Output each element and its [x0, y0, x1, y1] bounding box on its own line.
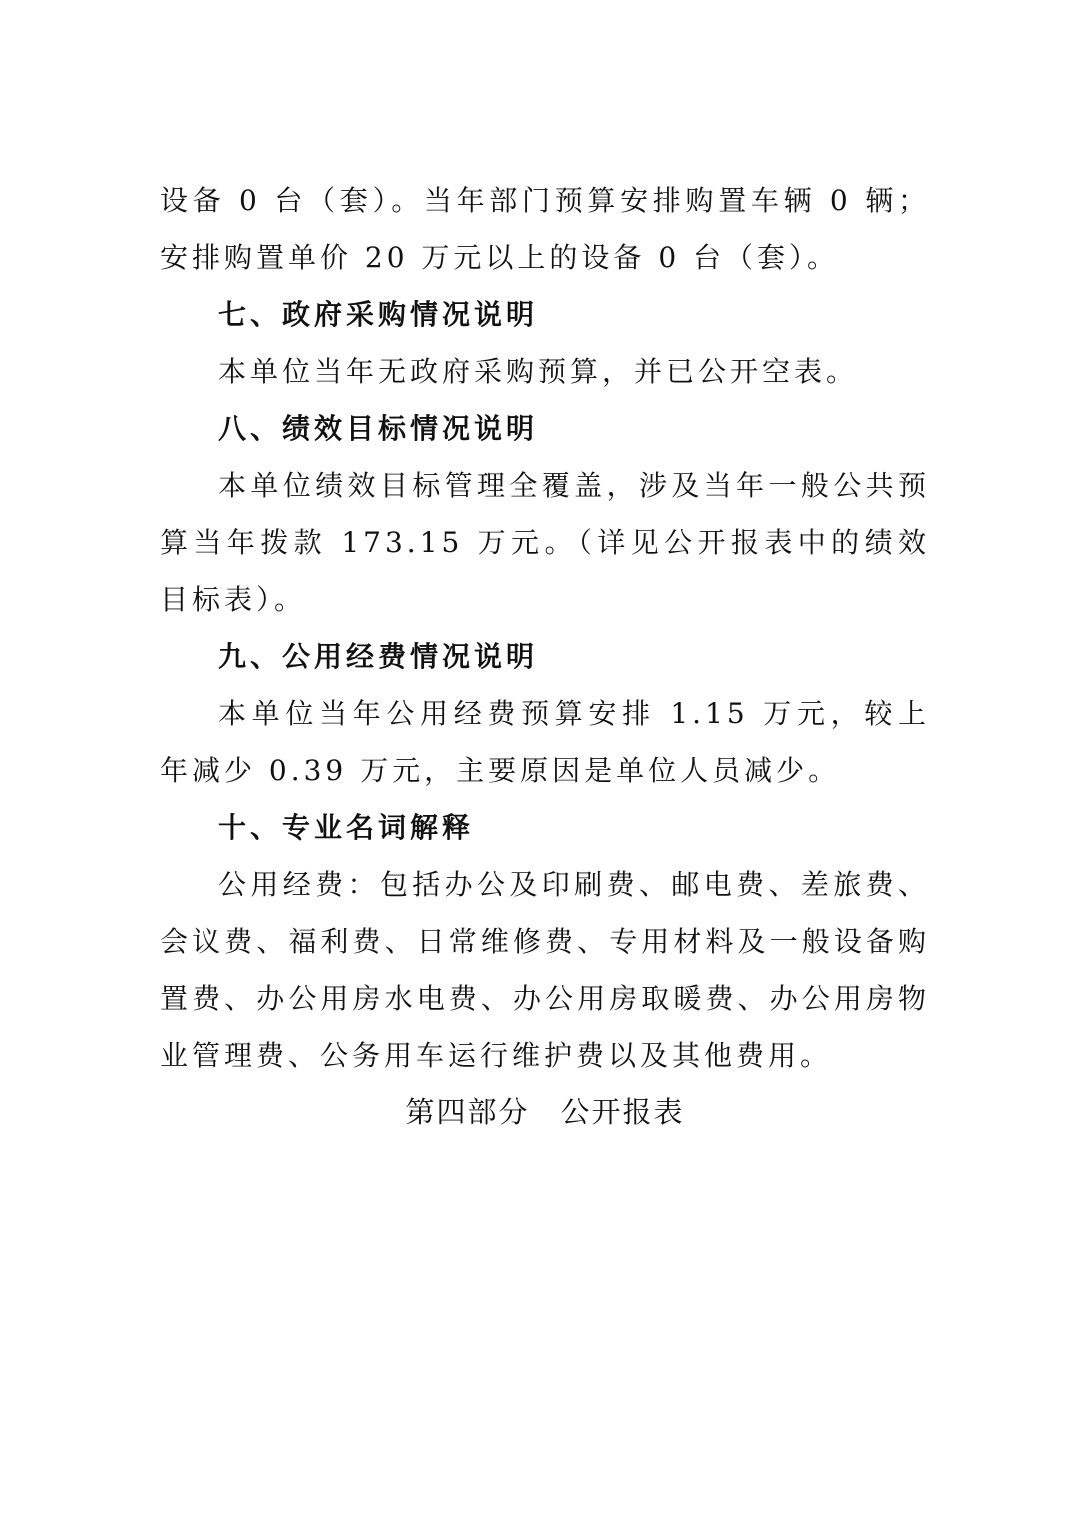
heading-performance-targets: 八、绩效目标情况说明	[218, 412, 539, 445]
paragraph-term-explanation: 公用经费：包括办公及印刷费、邮电费、差旅费、会议费、福利费、日常维修费、专用材料及一般设备购置费、办公用房水电费、办公用房取暖费、办公用房物业管理费、公务用车运行维护费以及其他费用。	[160, 868, 930, 1072]
paragraph-performance-targets: 本单位绩效目标管理全覆盖，涉及当年一般公共预算当年拨款 173.15 万元。（详见公开报表中的绩效目标表）。	[160, 469, 930, 616]
part-four-title: 第四部分 公开报表	[405, 1095, 685, 1129]
paragraph-equipment-purchase: 设备 0 台（套）。当年部门预算安排购置车辆 0 辆；安排购置单价 20 万元以上的设备 0 台（套）。	[160, 184, 930, 274]
heading-term-explanation: 十、专业名词解释	[218, 811, 475, 844]
paragraph-public-funds: 本单位当年公用经费预算安排 1.15 万元，较上年减少 0.39 万元，主要原因是单位人员减少。	[160, 697, 930, 787]
paragraph-government-procurement: 本单位当年无政府采购预算，并已公开空表。	[218, 355, 859, 388]
heading-government-procurement: 七、政府采购情况说明	[218, 298, 539, 331]
document-page	[160, 172, 930, 1141]
heading-public-funds: 九、公用经费情况说明	[218, 640, 539, 673]
